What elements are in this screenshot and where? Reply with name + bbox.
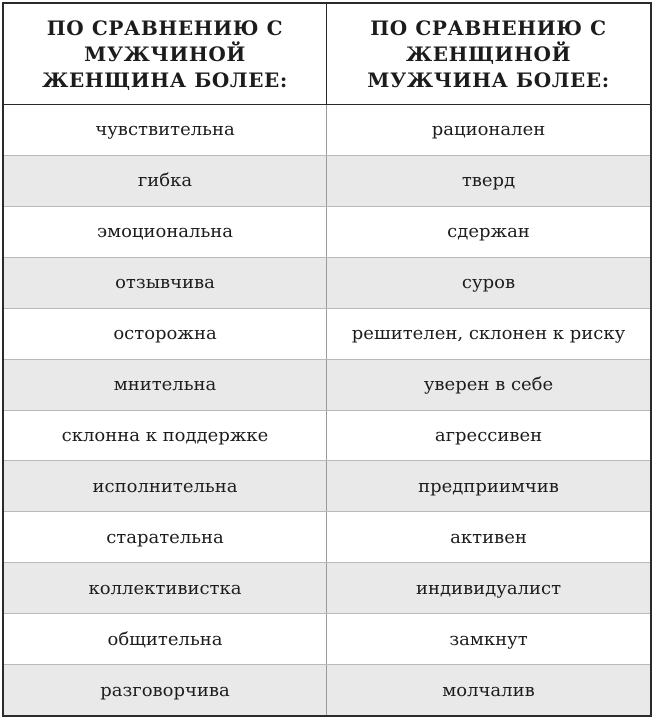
cell-women-trait: разговорчива (4, 665, 327, 715)
cell-men-trait: решителен, склонен к риску (351, 323, 626, 345)
table-row (4, 309, 650, 360)
table-row (4, 207, 650, 258)
cell-men-trait: рационален (431, 119, 546, 141)
cell-women-trait: коллективистка (4, 563, 327, 613)
cell-men-trait: уверен в себе (423, 374, 554, 396)
cell-women-trait: чувствительна (4, 105, 327, 155)
cell-men-trait: предприимчив (418, 475, 559, 497)
cell-women-trait: гибка (4, 156, 327, 206)
table-body (4, 105, 650, 715)
cell-women-trait: осторожна (4, 309, 327, 359)
table-row (4, 156, 650, 207)
header-women-column: ПО СРАВНЕНИЮ С МУЖЧИНОЙ ЖЕНЩИНА БОЛЕЕ: (4, 4, 327, 104)
cell-women-trait: отзывчива (4, 258, 327, 308)
cell-men-trait: молчалив (442, 679, 535, 701)
cell-men-trait: активен (450, 526, 527, 548)
table-row (4, 512, 650, 563)
header-men-column: ПО СРАВНЕНИЮ С ЖЕНЩИНОЙ МУЖЧИНА БОЛЕЕ: (367, 16, 610, 92)
cell-men-trait: индивидуалист (415, 577, 562, 599)
cell-women-trait: исполнительна (4, 461, 327, 511)
table-row (4, 105, 650, 156)
cell-men-trait: тверд (461, 170, 516, 192)
cell-women-trait: мнительна (4, 360, 327, 410)
comparison-table (2, 2, 652, 717)
table-row (4, 665, 650, 715)
cell-women-trait: эмоциональна (4, 207, 327, 257)
table-row (4, 411, 650, 462)
table-row (4, 461, 650, 512)
cell-women-trait: старательна (4, 512, 327, 562)
table-row (4, 614, 650, 665)
table-row (4, 563, 650, 614)
cell-women-trait: общительна (4, 614, 327, 664)
table-row (4, 258, 650, 309)
cell-men-trait: суров (461, 272, 516, 294)
table-header-row (4, 4, 650, 105)
cell-men-trait: сдержан (447, 221, 530, 243)
cell-men-trait: замкнут (449, 628, 528, 650)
cell-men-trait: агрессивен (434, 424, 543, 446)
cell-women-trait: склонна к поддержке (4, 411, 327, 461)
table-row (4, 360, 650, 411)
